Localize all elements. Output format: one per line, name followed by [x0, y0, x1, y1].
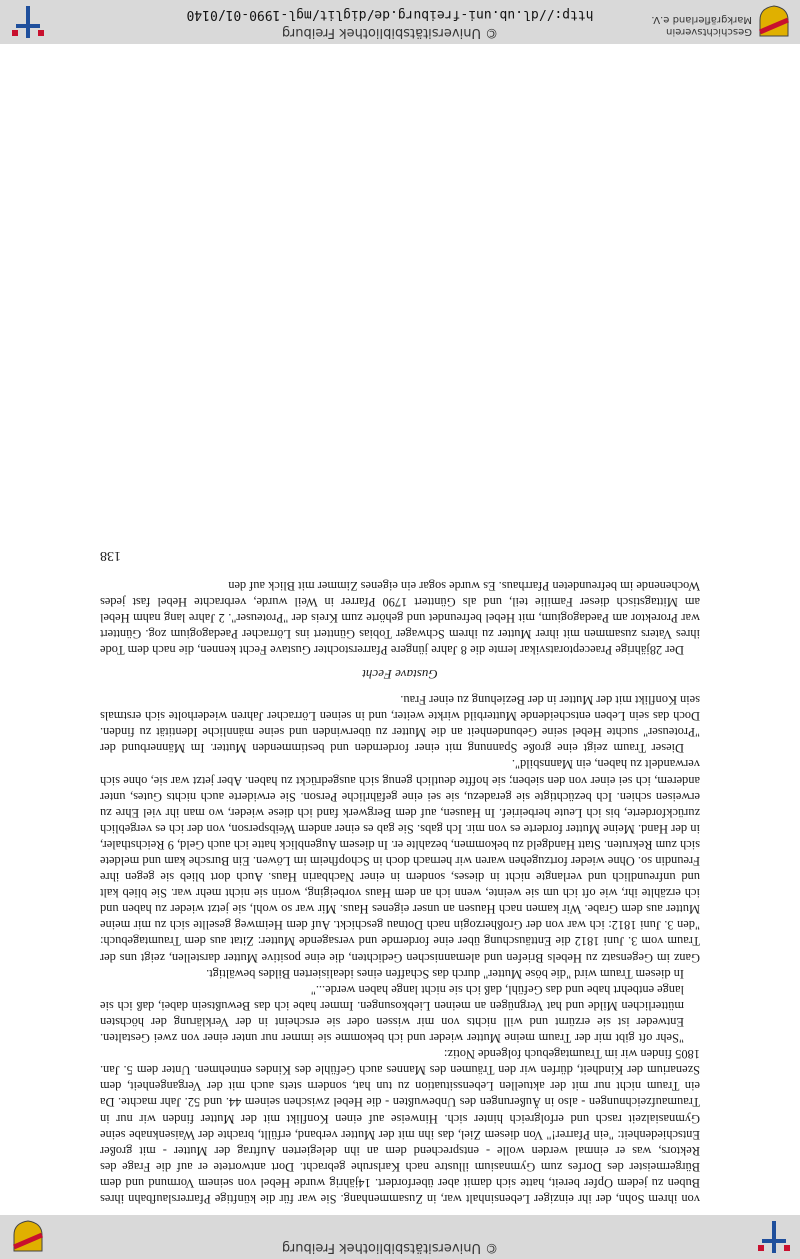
paragraph-1: von ihrem Sohn, der ihr einziger Lebensinhalt war, in Zusammenhang. Sie war für die künftige Pfarrerslaufbahn ihres Buben zu jedem Opfer bereit, hatte sich damit aber überfordert. 14jährig wurde Hebel von seinem Vormund und dem Bürgermeister des Dorfes zum Gymnasium illustre nach Karlsruhe gebracht. Dort antwortete er auf die Frage des Rektors, was er einmal werden wolle - entsprechend dem an ihn delegierten Auftrag der Mutter - mit großer Entschiedenheit: "ein Pfarrer!" Von diesem Ziel, das ihn mit der Mutter verband, erfüllt, brachte der Waisenknabe seine Gymnasialzeit rasch und erfolgreich hinter sich. Hinweise auf einen Konflikt mit der Mutter finden wir nur in Traumaufzeichnungen - also in Äußerungen des Unbewußten - die Hebel zwischen seinem 44. und 52. Jahr machte. Da ein Traum nicht nur mit der aktuellen Lebenssituation zu tun hat, sondern stets auch mit der Vergangenheit, dem Szenarium der Kindheit, dürfen wir den Träumen des Mannes auch Gefühle des Kindes entnehmen. Unter dem 5. Jan. 1805 finden wir im Traumtagebuch folgende Notiz:	[100, 1047, 700, 1206]
freiburg-ub-logo-icon	[10, 4, 46, 40]
publisher-line-1: Geschichtsverein	[666, 26, 752, 37]
header-bar	[0, 1215, 800, 1259]
copyright-text-footer: © Universitätsbibliothek Freiburg	[281, 25, 499, 40]
paragraph-3: In diesem Traum wird "die böse Mutter" durch das Schaffen eines idealisierten Bildes bewältigt.	[206, 966, 684, 981]
paragraph-4: Ganz im Gegensatz zu Hebels Briefen und alemannischen Gedichten, die eine positive Mutter darstellen, zeigt uns der Traum vom 3. Juni 1812 die Enttäuschung über eine fordernde und versagende Mutter: Zitat aus dem Traumtagebuch: "den 3. Juni 1812: ich war von der Großherzogin nach Dotnau geschickt. Auf dem Heimweg gesellte sich zu mir meine Mutter aus dem Grabe. Wir kamen nach Hausen an unser eigenes Haus. Mir war so wohl, sie jetzt wieder zu haben und ich erzählte ihr, wie oft ich um sie weinte, wenn ich an dem Haus vorbeiging, worin sie nicht mehr war. Sie blieb kalt und unfreundlich und verlangte nicht in dieses, sondern in einer Nachbarin Haus. Auch dort blieb sie gegen ihre Freundin so. Ohne wieder fortzugehen waren wir hernach doch in Schopfheim im Löwen. Ein Bursche kam und meldete sich zum Rekruten. Statt Handgeld zu bekommen, bezahlte er. In diesem Augenblick hatte ich auch Geld, 9 Reichsthaler, in der Hand. Meine Mutter forderte es von mir. Ich gabs. Sie gab es einer andern Weibsperson, von der ich es vergeblich zurückforderte, bis ich Leute herbeirief. In Hausen, auf dem Bergwerk fand ich diese wieder, wo man ihr viel Ehre zu erweisen schien. Ich bezüchtigte sie geradezu, sie sei eine gefährliche Person. Sie erwiderte auch nichts Gutes, unter anderem, ich sei einer von den sieben; sie hoffte deutlich genug sich ausgedrückt zu haben. Aber jetzt war sie, ohne sich verwandelt zu haben, ein Mannsbild".	[100, 757, 700, 965]
publisher-label	[651, 13, 752, 37]
copyright-text: © Universitätsbibliothek Freiburg	[281, 1240, 499, 1255]
paragraph-5: Dieser Traum zeigt eine große Spannung mit einer fordernden und bestimmenden Mutter. Im Männerbund der "Proteuser" suchte Hebel seine Gebundenheit an die Mutter zu überwinden und seine männliche Identität zu finden. Doch das sein Leben entscheidende Mutterbild wirkte weiter, und in seinen Lörracher Jahren wiederholte sich erstmals sein Konflikt mit der Mutter in der Beziehung zu einer Frau.	[100, 693, 700, 756]
section-heading: Gustave Fecht	[362, 667, 438, 682]
markgraeflerland-coat-of-arms-icon	[756, 4, 792, 40]
paragraph-6: Der 28jährige Praeceptoratsvikar lernte die 8 Jahre jüngere Pfarrerstochter Gustave Fecht kennen, die nach dem Tode ihres Vaters zusammen mit ihrer Mutter zu ihrem Schwager Tobias Günttert ins Lörracher Paedagogium zog. Günttert war Prorektor am Paedagogium, mit Hebel befreundet und gehörte zum Kreis der "Proteuser". 2 Jahre lang nahm Hebel am Mittagstisch dieser Familie teil, und als Günttert 1790 Pfarrer in Weil wurde, verbrachte Hebel fast jedes Wochenende im befreundeten Pfarrhaus. Es wurde sogar ein eigenes Zimmer mit Blick auf den	[100, 578, 700, 657]
markgraeflerland-coat-of-arms-icon	[10, 1219, 46, 1255]
page-body	[100, 547, 700, 1207]
page-number: 138	[100, 548, 121, 564]
dream-quote: "Sehr oft gibt mir der Traum meine Mutter wieder und ich bekomme sie immer nur unter einer von zwei Gestalten. Entweder ist sie erzürnt und will nichts von mir wissen oder sie erscheint in der Verklärung der höchsten mütterlichen Milde und hat Vergnügen an meinen Liebkosungen. Immer habe ich das Bewußtsein dabei, daß ich sie lange entbehrt habe und das Gefühl, daß ich sie nicht lange haben werde..."	[100, 982, 684, 1046]
source-url-footer[interactable]: http://dl.ub.uni-freiburg.de/diglit/mgl-1990-01/0140	[186, 7, 594, 22]
freiburg-ub-logo-icon	[756, 1219, 792, 1255]
publisher-line-2: Markgräflerland e.V.	[651, 14, 752, 25]
footer-bar	[0, 0, 800, 44]
